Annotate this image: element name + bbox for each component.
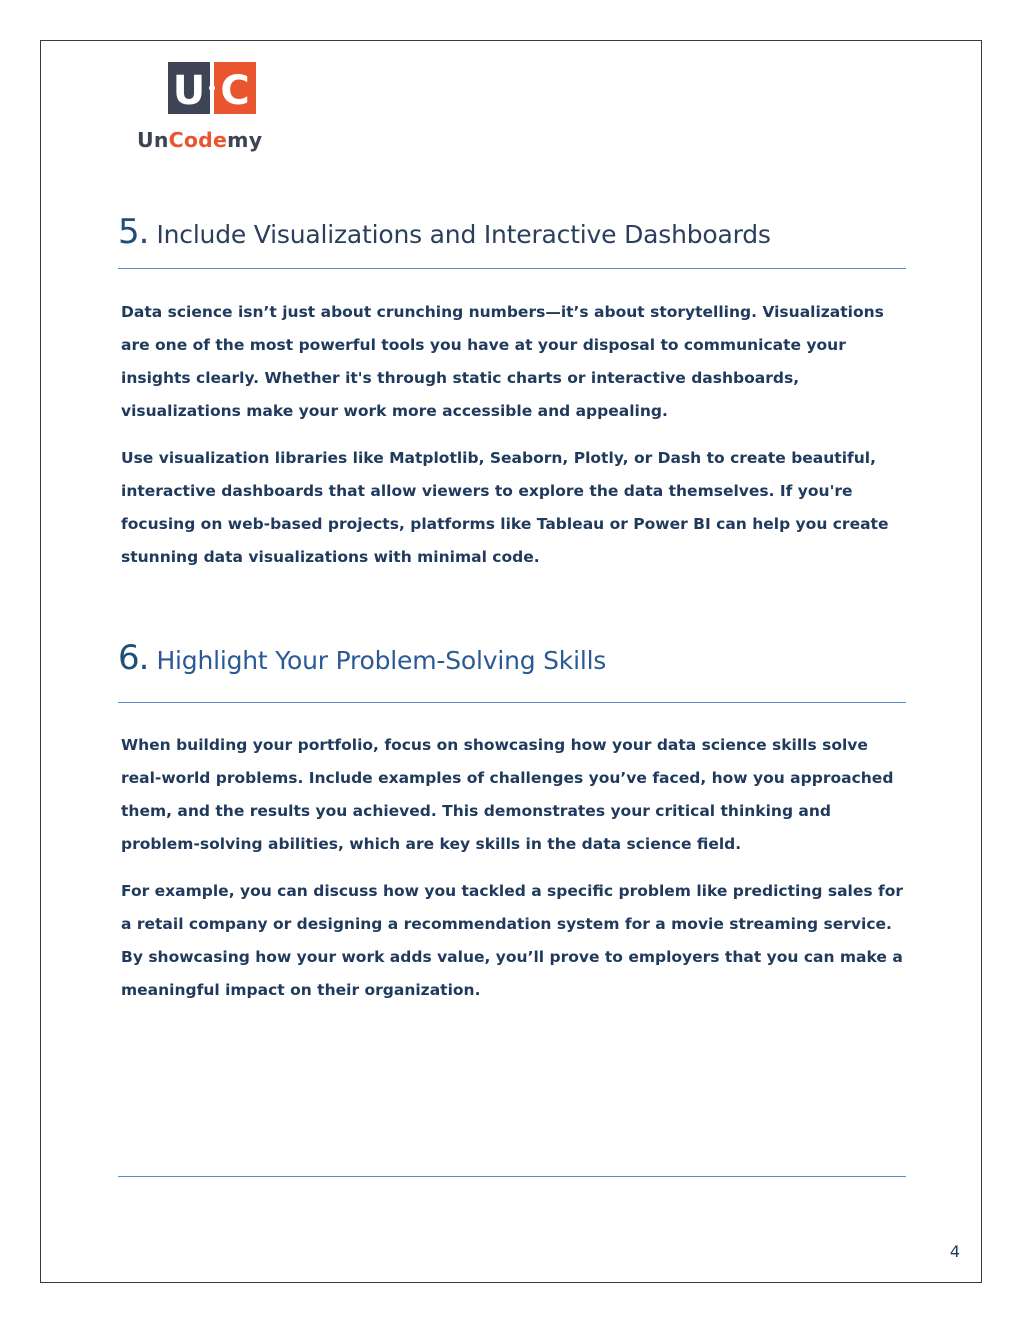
paragraph-line: real-world problems. Include examples of challenges you’ve faced, how you approached — [121, 769, 894, 787]
uncodemy-logo — [137, 62, 287, 154]
section-6-paragraph-1 — [121, 729, 911, 861]
section-5-paragraph-2 — [121, 442, 911, 574]
wordmark-part-code: Code — [168, 128, 228, 152]
uc-logo-mark — [168, 62, 256, 114]
wordmark-part-un: Un — [137, 128, 169, 152]
footer-divider — [118, 1176, 906, 1177]
logo-mark-u: U — [172, 68, 206, 114]
paragraph-line: visualizations make your work more accessible and appealing. — [121, 402, 668, 420]
wordmark-part-my: my — [227, 128, 263, 152]
section-5-paragraph-1 — [121, 296, 911, 428]
paragraph-line: By showcasing how your work adds value, you’ll prove to employers that you can make a — [121, 948, 903, 966]
section-number: 6. — [118, 638, 149, 678]
paragraph-line: focusing on web-based projects, platforms like Tableau or Power BI can help you create — [121, 515, 889, 533]
paragraph-line: insights clearly. Whether it's through static charts or interactive dashboards, — [121, 369, 800, 387]
section-title: Include Visualizations and Interactive Dashboards — [156, 220, 771, 249]
section-6-heading — [118, 638, 606, 678]
paragraph-line: are one of the most powerful tools you have at your disposal to communicate your — [121, 336, 846, 354]
paragraph-line: For example, you can discuss how you tackled a specific problem like predicting sales for — [121, 882, 904, 900]
section-6-paragraph-2 — [121, 875, 911, 1007]
section-number: 5. — [118, 212, 149, 252]
paragraph-line: stunning data visualizations with minimal code. — [121, 548, 540, 566]
logo-wordmark — [137, 128, 287, 152]
logo-mark-c: C — [220, 68, 250, 114]
paragraph-line: When building your portfolio, focus on showcasing how your data science skills solve — [121, 736, 868, 754]
heading-divider — [118, 268, 906, 269]
paragraph-line: meaningful impact on their organization. — [121, 981, 481, 999]
paragraph-line: Data science isn’t just about crunching numbers—it’s about storytelling. Visualizations — [121, 303, 884, 321]
paragraph-line: Use visualization libraries like Matplotlib, Seaborn, Plotly, or Dash to create beautiful, — [121, 449, 876, 467]
heading-divider — [118, 702, 906, 703]
paragraph-line: interactive dashboards that allow viewers to explore the data themselves. If you're — [121, 482, 853, 500]
section-5-heading — [118, 212, 771, 252]
paragraph-line: a retail company or designing a recommendation system for a movie streaming service. — [121, 915, 892, 933]
paragraph-line: problem-solving abilities, which are key skills in the data science field. — [121, 835, 742, 853]
page-number: 4 — [949, 1242, 961, 1261]
section-title: Highlight Your Problem-Solving Skills — [156, 646, 607, 675]
paragraph-line: them, and the results you achieved. This demonstrates your critical thinking and — [121, 802, 832, 820]
